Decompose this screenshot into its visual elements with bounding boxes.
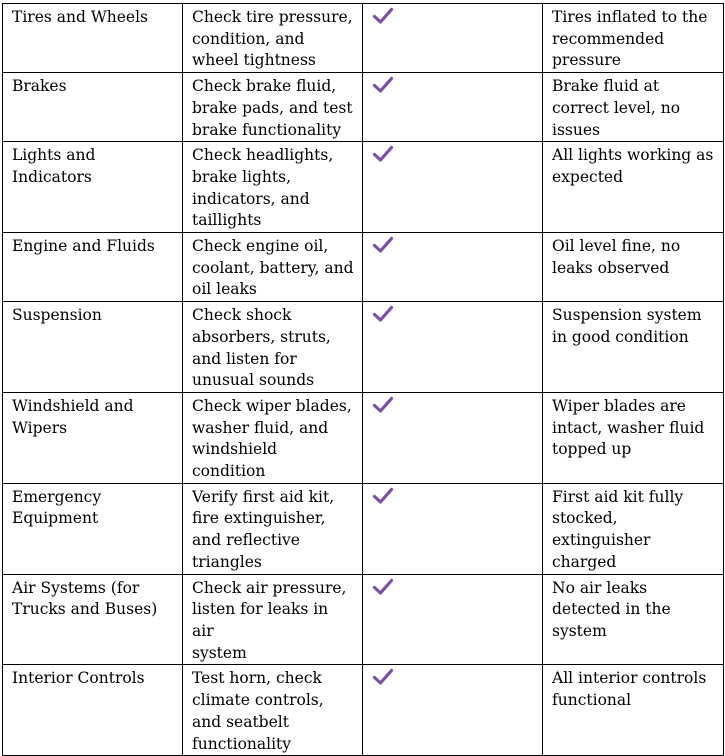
notes-cell: Suspension system in good condition bbox=[543, 302, 724, 393]
checkmark-icon bbox=[372, 396, 394, 414]
notes-cell: Brake fluid at correct level, no issues bbox=[543, 73, 724, 142]
component-cell: Windshield and Wipers bbox=[3, 392, 183, 483]
table-row bbox=[3, 73, 724, 142]
table-row bbox=[3, 233, 724, 302]
component-cell: Brakes bbox=[3, 73, 183, 142]
component-cell: Tires and Wheels bbox=[3, 4, 183, 73]
notes-cell: Wiper blades are intact, washer fluid topped up bbox=[543, 392, 724, 483]
notes-cell: All lights working as expected bbox=[543, 142, 724, 233]
table-row bbox=[3, 483, 724, 574]
action-cell: Verify first aid kit, fire extinguisher, and reflective triangles bbox=[183, 483, 363, 574]
status-cell bbox=[363, 392, 543, 483]
status-cell bbox=[363, 483, 543, 574]
component-cell: Lights and Indicators bbox=[3, 142, 183, 233]
component-cell: Air Systems (for Trucks and Buses) bbox=[3, 574, 183, 665]
checkmark-icon bbox=[372, 578, 394, 596]
notes-cell: No air leaks detected in the system bbox=[543, 574, 724, 665]
action-cell: Check headlights, brake lights, indicators, and taillights bbox=[183, 142, 363, 233]
table-row bbox=[3, 392, 724, 483]
action-cell: Check wiper blades, washer fluid, and windshield condition bbox=[183, 392, 363, 483]
status-cell bbox=[363, 665, 543, 756]
table-row bbox=[3, 142, 724, 233]
component-cell: Interior Controls bbox=[3, 665, 183, 756]
action-cell: Check air pressure, listen for leaks in air system bbox=[183, 574, 363, 665]
checkmark-icon bbox=[372, 236, 394, 254]
component-cell: Emergency Equipment bbox=[3, 483, 183, 574]
checkmark-icon bbox=[372, 487, 394, 505]
component-cell: Suspension bbox=[3, 302, 183, 393]
notes-cell: Oil level fine, no leaks observed bbox=[543, 233, 724, 302]
status-cell bbox=[363, 302, 543, 393]
action-cell: Check shock absorbers, struts, and listen for unusual sounds bbox=[183, 302, 363, 393]
component-cell: Engine and Fluids bbox=[3, 233, 183, 302]
action-cell: Test horn, check climate controls, and seatbelt functionality bbox=[183, 665, 363, 756]
table-row bbox=[3, 302, 724, 393]
action-cell: Check engine oil, coolant, battery, and oil leaks bbox=[183, 233, 363, 302]
checkmark-icon bbox=[372, 7, 394, 25]
action-cell: Check brake fluid, brake pads, and test brake functionality bbox=[183, 73, 363, 142]
table-row bbox=[3, 574, 724, 665]
status-cell bbox=[363, 574, 543, 665]
checkmark-icon bbox=[372, 145, 394, 163]
status-cell bbox=[363, 233, 543, 302]
table-row bbox=[3, 4, 724, 73]
checkmark-icon bbox=[372, 76, 394, 94]
checkmark-icon bbox=[372, 668, 394, 686]
notes-cell: Tires inflated to the recommended pressure bbox=[543, 4, 724, 73]
status-cell bbox=[363, 73, 543, 142]
table-row bbox=[3, 665, 724, 756]
action-cell: Check tire pressure, condition, and wheel tightness bbox=[183, 4, 363, 73]
notes-cell: First aid kit fully stocked, extinguisher charged bbox=[543, 483, 724, 574]
status-cell bbox=[363, 4, 543, 73]
inspection-checklist-table bbox=[2, 3, 724, 756]
notes-cell: All interior controls functional bbox=[543, 665, 724, 756]
status-cell bbox=[363, 142, 543, 233]
checkmark-icon bbox=[372, 305, 394, 323]
